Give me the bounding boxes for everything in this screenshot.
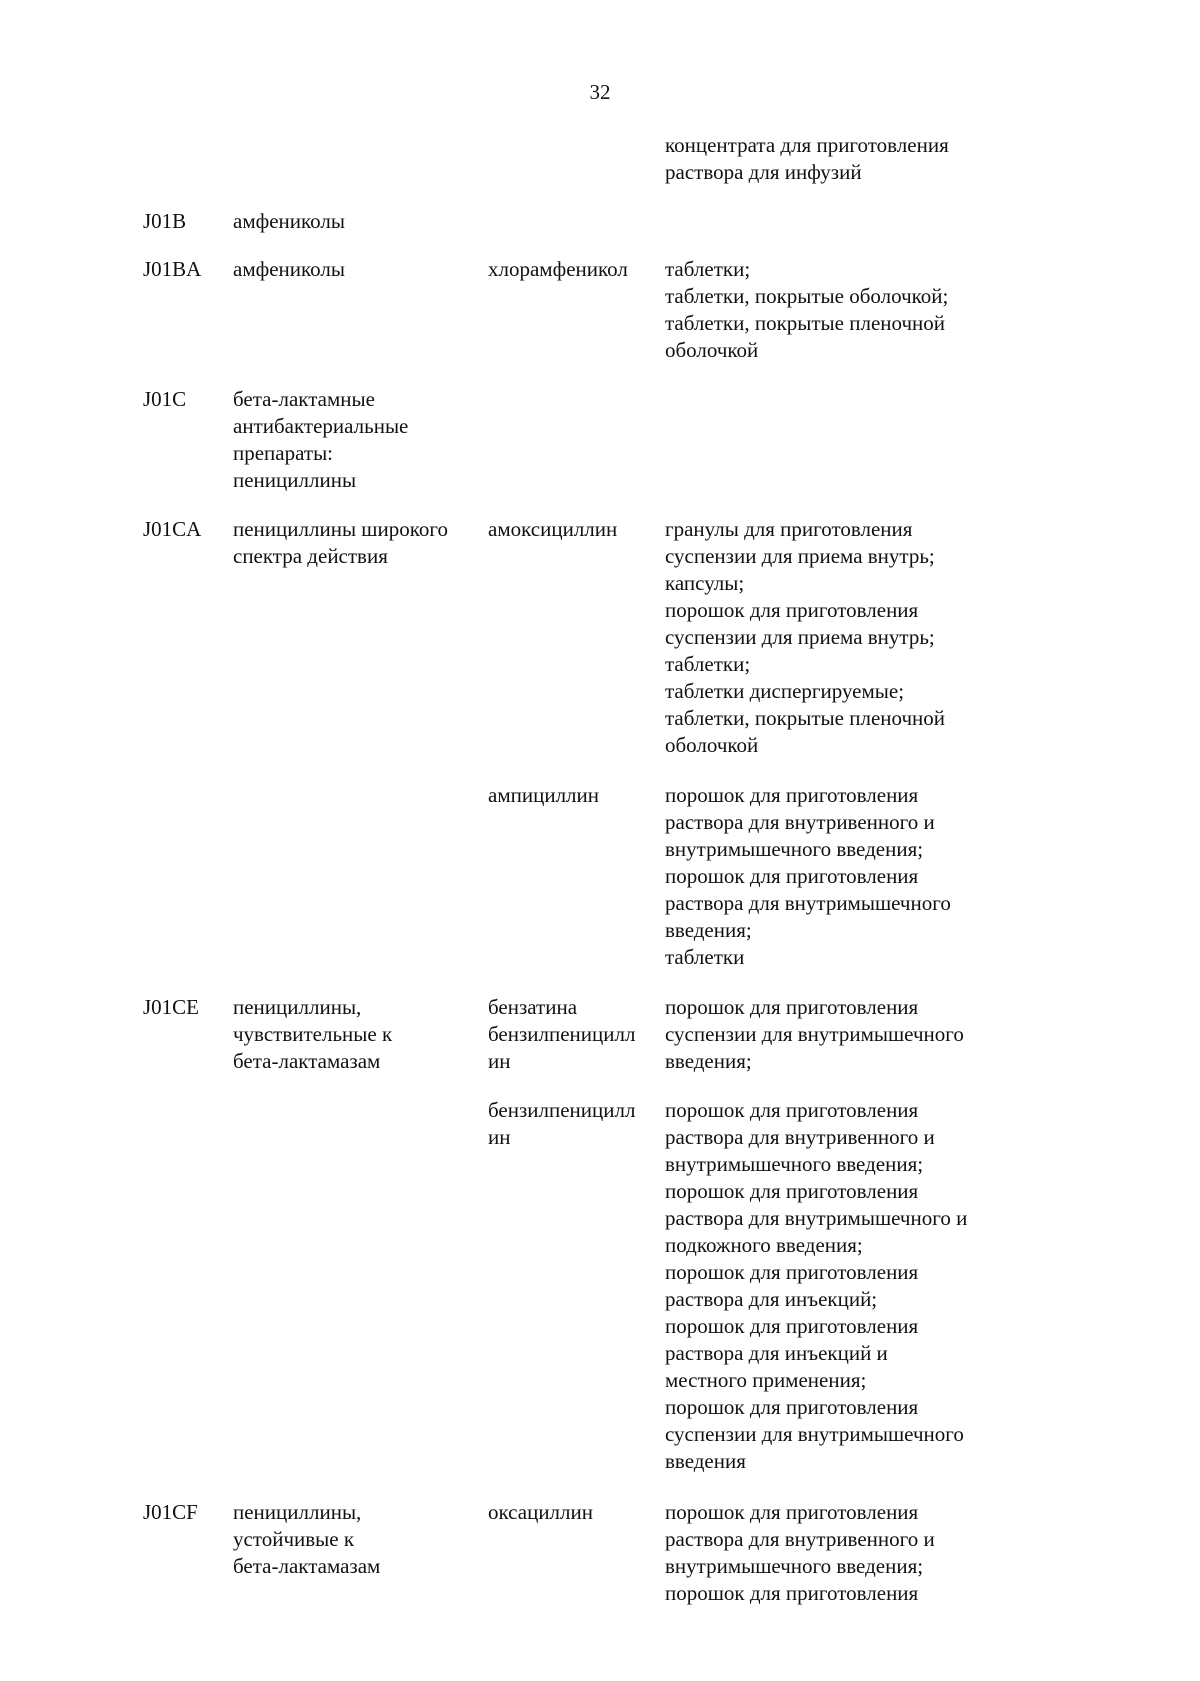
atc-group-cell: пенициллины, чувствительные к бета-лактамазам xyxy=(233,995,393,1073)
drug-name-cell: оксациллин xyxy=(488,1500,593,1524)
atc-group-cell: амфениколы xyxy=(233,257,345,281)
dosage-form-cell: порошок для приготовления раствора для внутривенного и внутримышечного введения; порошок для приготовления раствора для внутримышечного введения; таблетки xyxy=(665,783,951,969)
drug-name-cell: бензатина бензилпеницилл ин xyxy=(488,995,636,1073)
atc-group-cell: амфениколы xyxy=(233,209,345,233)
atc-code-cell: J01CF xyxy=(143,1500,198,1524)
atc-code-cell: J01B xyxy=(143,209,187,233)
atc-group-cell: пенициллины, устойчивые к бета-лактамазам xyxy=(233,1500,381,1578)
atc-code-cell: J01BA xyxy=(143,257,202,281)
atc-group-cell: пенициллины широкого спектра действия xyxy=(233,517,448,568)
drug-name-cell: ампициллин xyxy=(488,783,599,807)
dosage-form-cell: порошок для приготовления раствора для внутривенного и внутримышечного введения; порошок для приготовления раствора для внутримышечного и подкожного введения; порошок для приготовления раствора для инъекций; порошок для приготовления раствора для инъекций и местного применения; порошок для приготовления суспензии для внутримышечного введения xyxy=(665,1098,968,1473)
page-number: 32 xyxy=(589,80,611,104)
dosage-form-cell: гранулы для приготовления суспензии для приема внутрь; капсулы; порошок для приготовления суспензии для приема внутрь; таблетки; таблетки диспергируемые; таблетки, покрытые пленочной оболочкой xyxy=(665,517,946,757)
atc-group-cell: бета-лактамные антибактериальные препараты: пенициллины xyxy=(233,387,409,492)
atc-code-cell: J01C xyxy=(143,387,187,411)
dosage-form-cell: порошок для приготовления раствора для внутривенного и внутримышечного введения; порошок для приготовления xyxy=(665,1500,935,1605)
atc-code-cell: J01CA xyxy=(143,517,202,541)
drug-name-cell: амоксициллин xyxy=(488,517,618,541)
dosage-form-cell: концентрата для приготовления раствора для инфузий xyxy=(665,133,949,184)
dosage-form-cell: таблетки; таблетки, покрытые оболочкой; таблетки, покрытые пленочной оболочкой xyxy=(665,257,949,362)
dosage-form-cell: порошок для приготовления суспензии для внутримышечного введения; xyxy=(665,995,964,1073)
drug-name-cell: хлорамфеникол xyxy=(488,257,628,281)
drug-name-cell: бензилпеницилл ин xyxy=(488,1098,636,1149)
atc-code-cell: J01CE xyxy=(143,995,200,1019)
